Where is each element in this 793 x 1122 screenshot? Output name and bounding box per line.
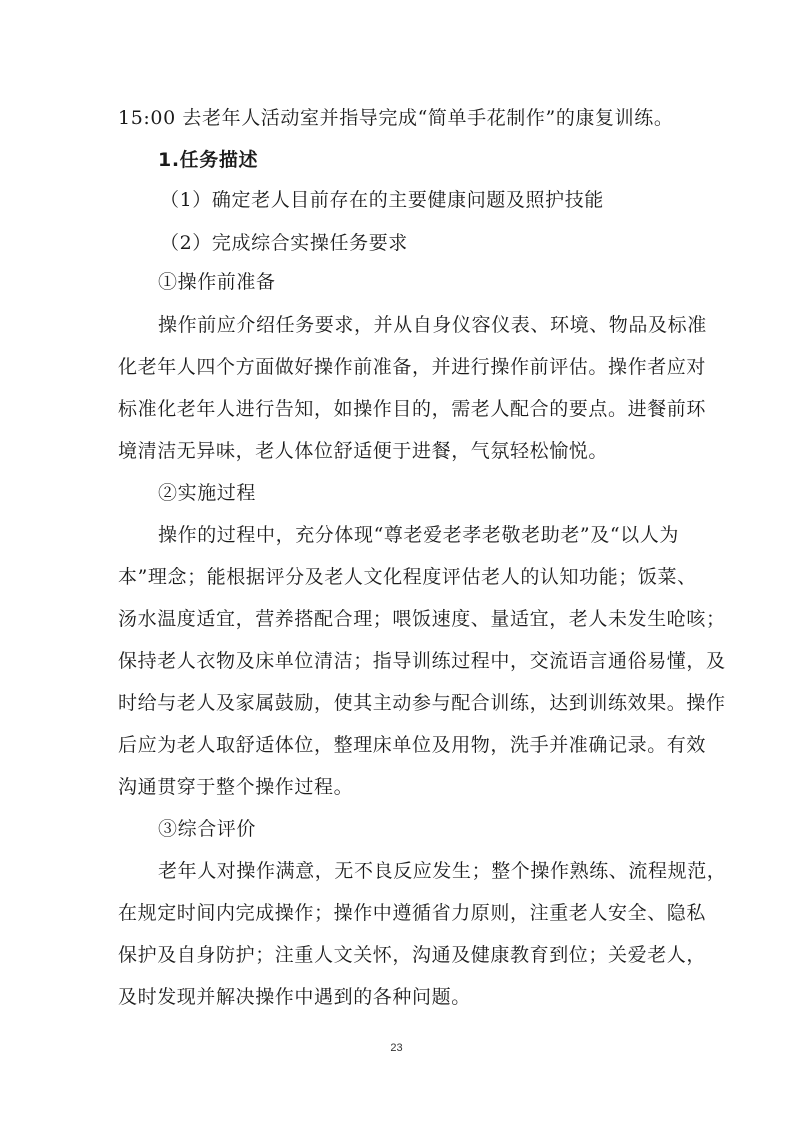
item-1-line: （1）确定老人目前存在的主要健康问题及照护技能 [160,189,604,211]
paragraph-evaluation-line-4: 及时发现并解决操作中遇到的各种问题。 [118,986,471,1008]
subheading-evaluation: ③综合评价 [158,818,257,840]
page-number: 23 [390,1042,403,1054]
paragraph-preparation-line-1: 操作前应介绍任务要求，并从自身仪容仪表、环境、物品及标准 [158,314,707,336]
intro-line: 15:00 去老年人活动室并指导完成“简单手花制作”的康复训练。 [118,107,674,129]
paragraph-preparation-line-2: 化老年人四个方面做好操作前准备，并进行操作前评估。操作者应对 [118,356,707,378]
paragraph-evaluation-line-2: 在规定时间内完成操作；操作中遵循省力原则，注重老人安全、隐私 [118,902,707,924]
subheading-implementation: ②实施过程 [158,482,257,504]
paragraph-implementation-line-2: 本”理念；能根据评分及老人文化程度评估老人的认知功能；饭菜、 [118,566,697,588]
paragraph-evaluation-line-1: 老年人对操作满意，无不良反应发生；整个操作熟练、流程规范， [158,860,727,882]
paragraph-implementation-line-1: 操作的过程中，充分体现“尊老爱老孝老敬老助老”及“以人为 [158,524,679,546]
paragraph-implementation-line-6: 后应为老人取舒适体位，整理床单位及用物，洗手并准确记录。有效 [118,734,707,756]
paragraph-implementation-line-3: 汤水温度适宜，营养搭配合理；喂饭速度、量适宜，老人未发生呛咳； [118,608,726,630]
paragraph-preparation-line-4: 境清洁无异味，老人体位舒适便于进餐，气氛轻松愉悦。 [118,440,609,462]
paragraph-preparation-line-3: 标准化老年人进行告知，如操作目的，需老人配合的要点。进餐前环 [118,398,707,420]
item-2-line: （2）完成综合实操任务要求 [160,232,408,254]
paragraph-evaluation-line-3: 保护及自身防护；注重人文关怀，沟通及健康教育到位；关爱老人， [118,944,707,966]
paragraph-implementation-line-7: 沟通贯穿于整个操作过程。 [118,776,354,798]
paragraph-implementation-line-5: 时给与老人及家属鼓励，使其主动参与配合训练，达到训练效果。操作 [118,692,726,714]
subheading-preparation: ①操作前准备 [158,271,276,293]
section-heading-task-description: 1.任务描述 [158,149,259,171]
paragraph-implementation-line-4: 保持老人衣物及床单位清洁；指导训练过程中，交流语言通俗易懂，及 [118,650,726,672]
